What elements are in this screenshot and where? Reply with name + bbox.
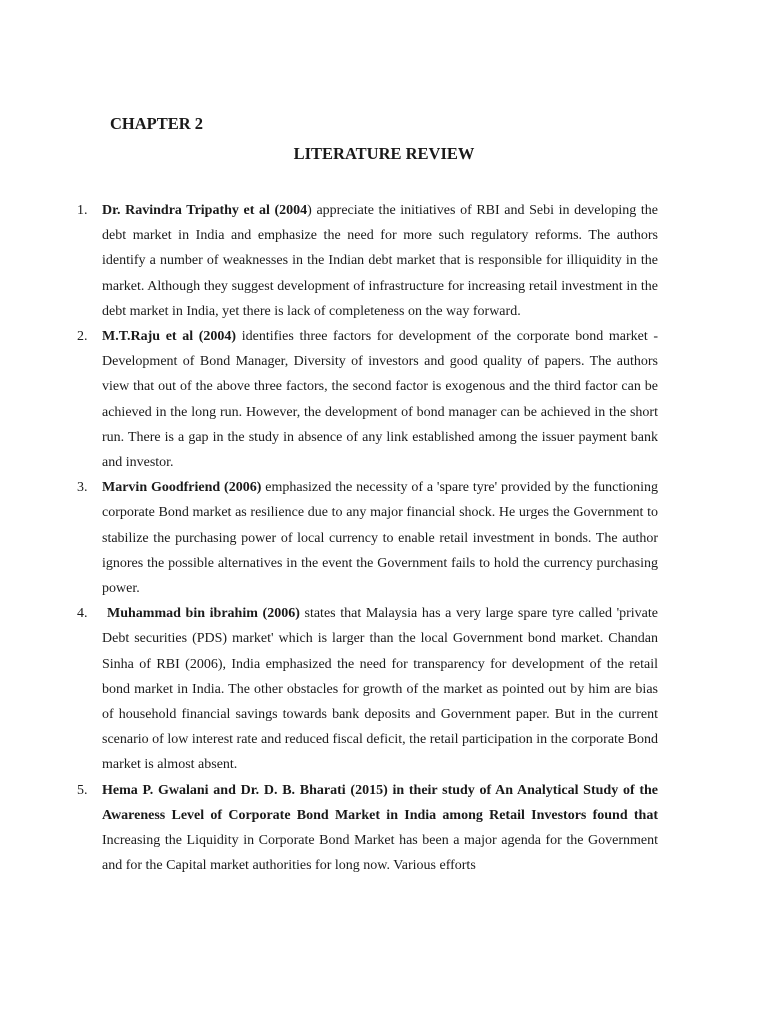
list-item-number: 3. <box>77 480 88 496</box>
list-item <box>77 324 659 475</box>
list-item-number: 1. <box>77 203 88 218</box>
list-item <box>77 778 658 879</box>
list-item-author: Marvin Goodfriend (2006) <box>102 480 262 496</box>
list-item-text <box>102 475 658 601</box>
list-item <box>77 601 658 777</box>
list-item-body: states that Malaysia has a very large spare tyre called 'private Debt securities (PDS) market' which is larger than the local Government bond market. Chandan Sinha of RBI (2006), India emphasized the need for transparency for development of the retail bond market in India. The other obstacles for growth of the market as pointed out by him are bias of household financial savings towards bank deposits and Government paper. But in the current scenario of low interest rate and reduced fiscal deficit, the retail participation in the corporate Bond market is almost absent. <box>102 606 658 773</box>
literature-list <box>77 198 659 878</box>
list-item-author: Hema P. Gwalani and Dr. D. B. Bharati (2015) in their study of An Analytical Study of the Awareness Level of Corporate Bond Market in India among Retail Investors found that <box>102 782 658 823</box>
list-item-text <box>102 778 658 879</box>
list-item-text <box>102 198 658 324</box>
list-item-author: Muhammad bin ibrahim (2006) <box>107 606 300 622</box>
list-item-author: M.T.Raju et al (2004) <box>102 329 237 345</box>
list-item-body: Increasing the Liquidity in Corporate Bond Market has been a major agenda for the Government and for the Capital market authorities for long now. Various efforts <box>102 833 658 874</box>
page-title: LITERATURE REVIEW <box>293 144 475 163</box>
list-item-body: ) appreciate the initiatives of RBI and Sebi in developing the debt market in India and emphasize the need for more such regulatory reforms. The authors identify a number of weaknesses in the Indian debt market that is responsible for illiquidity in the market. Although they suggest development of infrastructure for increasing retail investment in the debt market in India, yet there is lack of completeness on the way forward. <box>102 203 659 319</box>
list-item <box>77 198 659 324</box>
list-item-text <box>102 324 658 475</box>
list-item-body: identifies three factors for development of the corporate bond market - Development of Bond Manager, Diversity of investors and good quality of papers. The authors view that out of the above three factors, the second factor is exogenous and the third factor can be achieved in the long run. However, the development of bond manager can be achieved in the short run. There is a gap in the study in absence of any link established among the issuer payment bank and investor. <box>102 329 659 471</box>
list-item-author: Dr. Ravindra Tripathy et al (2004 <box>102 203 308 218</box>
list-item <box>77 475 658 601</box>
list-item-number: 5. <box>77 782 88 798</box>
list-item-text <box>102 601 658 777</box>
list-item-number: 4. <box>77 606 88 622</box>
chapter-label: CHAPTER 2 <box>110 114 204 133</box>
list-item-number: 2. <box>77 329 88 345</box>
list-item-body: emphasized the necessity of a 'spare tyre' provided by the functioning corporate Bond market as resilience due to any major financial shock. He urges the Government to stabilize the purchasing power of local currency to enable retail investment in bonds. The author ignores the possible alternatives in the event the Government fails to hold the currency purchasing power. <box>102 480 658 597</box>
